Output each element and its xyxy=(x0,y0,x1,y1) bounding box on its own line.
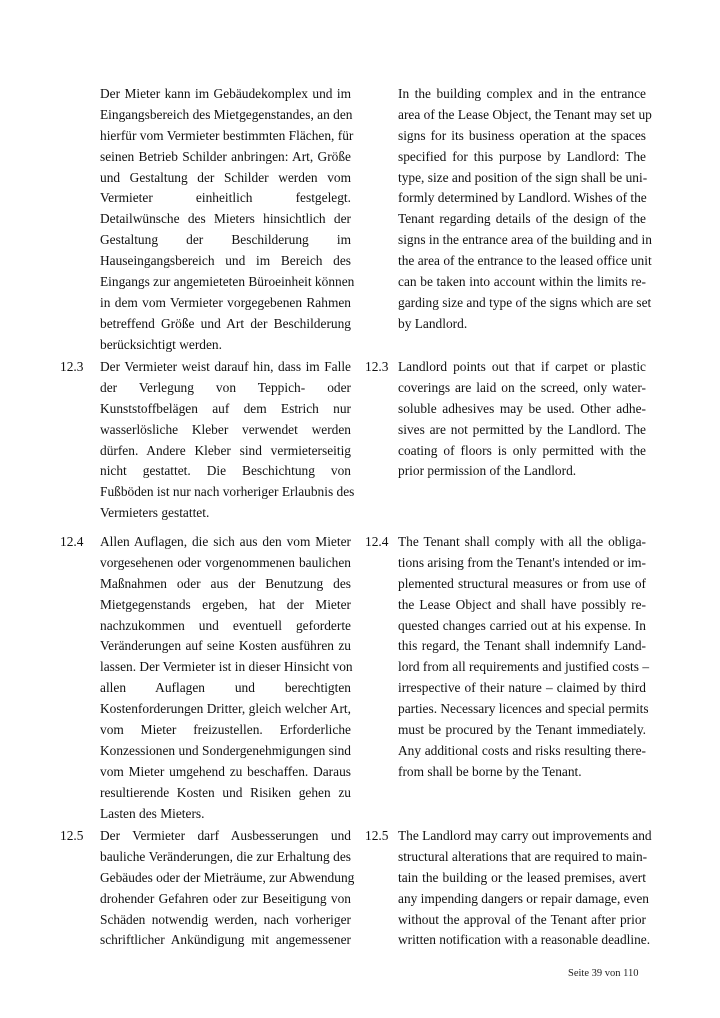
text-line: dürfen. Andere Kleber sind vermieterseitig xyxy=(100,442,351,458)
text-line: und Gestaltung der Schilder werden vom xyxy=(100,169,351,185)
section-number-de: 12.5 xyxy=(60,828,84,843)
section-12-3-english-text xyxy=(398,357,646,482)
text-line: without the approval of the Tenant after prior xyxy=(398,911,646,927)
text-line: garding size and type of the signs which are set xyxy=(398,294,652,310)
text-line: prior permission of the Landlord. xyxy=(398,463,577,479)
section-number-en: 12.3 xyxy=(365,359,389,374)
text-line: The Landlord may carry out improvements and xyxy=(398,828,652,843)
section-12-5-english-text xyxy=(398,826,652,951)
text-line: Schäden notwendig werden, nach vorheriger xyxy=(100,911,351,927)
text-line: der Verlegung von Teppich- oder xyxy=(100,379,351,395)
text-line: In the building complex and in the entrance xyxy=(398,86,646,101)
text-line: area of the Lease Object, the Tenant may set up xyxy=(398,106,652,122)
text-line: Eingangsbereich des Mietgegenstandes, an den xyxy=(100,106,353,122)
text-line: type, size and position of the sign shall be uni- xyxy=(398,169,648,185)
text-line: tain the building or the leased premises, avert xyxy=(398,869,646,885)
text-line: can be taken into account within the limits re- xyxy=(398,274,646,290)
text-line: irrespective of their nature – claimed by third xyxy=(398,680,646,696)
text-line: coverings are laid on the screed, only water- xyxy=(398,379,646,395)
text-line: by Landlord. xyxy=(398,315,468,331)
page-number: Seite 39 von 110 xyxy=(568,968,639,979)
text-line: Kostenforderungen Dritter, gleich welcher Art, xyxy=(100,701,351,717)
text-line: hierfür vom Vermieter bestimmten Flächen, für xyxy=(100,127,354,143)
text-line: Vermieters gestattet. xyxy=(100,505,210,521)
text-line: seinen Betrieb Schilder anbringen: Art, Größe xyxy=(100,148,351,164)
text-line: tions arising from the Tenant's intended or im- xyxy=(398,554,646,570)
text-line: structural alterations that are required to main- xyxy=(398,848,648,864)
text-line: schriftlicher Ankündigung mit angemessener xyxy=(100,932,351,948)
text-line: coating of floors is only permitted with the xyxy=(398,442,646,458)
text-line: betreffend Größe und Art der Beschilderung xyxy=(100,315,351,331)
text-line: Mietgegenstands ergeben, hat der Mieter xyxy=(100,596,351,612)
text-line: from shall be borne by the Tenant. xyxy=(398,763,582,779)
text-line: resultierende Kosten und Risiken gehen zu xyxy=(100,784,351,800)
text-line: lord from all requirements and justified costs – xyxy=(398,659,650,675)
text-line: the area of the entrance to the leased office unit xyxy=(398,253,652,269)
text-line: vom Mieter umgehend zu beschaffen. Daraus xyxy=(100,763,351,779)
section-12-4-german-text xyxy=(100,532,351,824)
text-line: The Tenant shall comply with all the obliga- xyxy=(398,534,646,549)
text-line: any impending dangers or repair damage, even xyxy=(398,890,649,906)
text-line: signs in the entrance area of the building and in xyxy=(398,232,652,248)
text-line: Maßnahmen oder aus der Benutzung des xyxy=(100,575,351,591)
text-line: soluble adhesives may be used. Other adhe- xyxy=(398,400,646,416)
section-number-de: 12.4 xyxy=(60,534,84,549)
text-line: specified for this purpose by Landlord: The xyxy=(398,148,646,164)
text-line: Allen Auflagen, die sich aus den vom Mieter xyxy=(100,534,351,549)
text-line: Any additional costs and risks resulting there- xyxy=(398,742,646,758)
text-line: Der Mieter kann im Gebäudekomplex und im xyxy=(100,86,351,101)
text-line: Detailwünsche des Mieters hinsichtlich der xyxy=(100,211,351,227)
text-line: parties. Necessary licences and special permits xyxy=(398,701,649,717)
text-line: Veränderungen auf seine Kosten ausführen zu xyxy=(100,638,351,654)
text-line: Der Vermieter darf Ausbesserungen und xyxy=(100,828,351,843)
text-line: bauliche Veränderungen, die zur Erhaltung des xyxy=(100,848,351,864)
section-12-4-english-text xyxy=(398,532,650,783)
text-line: sives are not permitted by the Landlord. The xyxy=(398,421,646,437)
text-line: nicht gestattet. Die Beschichtung von xyxy=(100,463,351,479)
text-line: quested changes carried out at his expense. In xyxy=(398,617,646,633)
text-line: Fußböden ist nur nach vorheriger Erlaubnis des xyxy=(100,484,355,500)
text-line: formly determined by Landlord. Wishes of the xyxy=(398,190,647,206)
text-line: wasserlösliche Kleber verwendet werden xyxy=(100,421,351,437)
text-line: Vermieter einheitlich festgelegt. xyxy=(100,190,351,206)
text-line: Der Vermieter weist darauf hin, dass im Falle xyxy=(100,359,351,374)
text-line: allen Auflagen und berechtigten xyxy=(100,680,351,696)
text-line: this regard, the Tenant shall indemnify Land- xyxy=(398,638,646,654)
text-line: nachzukommen und eventuell geforderte xyxy=(100,617,351,633)
text-line: must be procured by the Tenant immediately. xyxy=(398,722,646,738)
text-line: vorgesehenen oder vorgenommenen baulichen xyxy=(100,554,351,570)
text-line: signs for its business operation at the spaces xyxy=(398,127,646,143)
text-line: drohender Gefahren oder zur Beseitigung von xyxy=(100,890,351,906)
text-line: Tenant regarding details of the design of the xyxy=(398,211,646,227)
text-line: lassen. Der Vermieter ist in dieser Hinsicht von xyxy=(100,659,353,675)
text-line: the Lease Object and shall have possibly re- xyxy=(398,596,646,612)
section-number-en: 12.5 xyxy=(365,828,389,843)
text-line: Gebäudes oder der Mieträume, zur Abwendung xyxy=(100,869,355,885)
text-line: Konzessionen und Sondergenehmigungen sind xyxy=(100,742,351,758)
section-12-3-german-text xyxy=(100,357,355,524)
text-line: Lasten des Mieters. xyxy=(100,805,205,821)
text-line: vom Mieter freizustellen. Erforderliche xyxy=(100,722,351,738)
section-12-2-english-text xyxy=(398,84,652,335)
text-line: Landlord points out that if carpet or plastic xyxy=(398,359,646,374)
text-line: Hauseingangsbereich und im Bereich des xyxy=(100,253,351,269)
section-number-en: 12.4 xyxy=(365,534,389,549)
text-line: written notification with a reasonable deadline. xyxy=(398,932,651,948)
text-line: plemented structural measures or from use of xyxy=(398,575,646,591)
text-line: Gestaltung der Beschilderung im xyxy=(100,232,351,248)
text-line: in dem vom Vermieter vorgegebenen Rahmen xyxy=(100,294,351,310)
text-line: Kunststoffbelägen auf dem Estrich nur xyxy=(100,400,351,416)
section-12-5-german-text xyxy=(100,826,355,951)
section-12-2-german-text xyxy=(100,84,355,356)
text-line: Eingangs zur angemieteten Büroeinheit können xyxy=(100,274,355,290)
text-line: berücksichtigt werden. xyxy=(100,336,222,352)
section-number-de: 12.3 xyxy=(60,359,84,374)
